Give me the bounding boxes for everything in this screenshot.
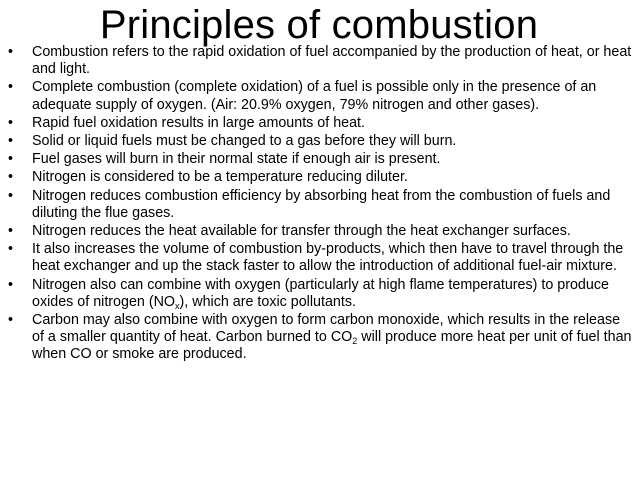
bullet-text: Nitrogen reduces combustion efficiency by absorbing heat from the combustion of fuels and diluting the flue gases. (32, 187, 611, 221)
bullet-icon: • (8, 114, 14, 131)
bullet-text (32, 277, 609, 310)
slide-title: Principles of combustion (99, 3, 539, 47)
list-item (8, 169, 634, 186)
bullet-icon: • (8, 276, 14, 293)
subscript-x: x (175, 300, 180, 311)
bullet-icon: • (8, 79, 14, 96)
list-item (8, 312, 634, 364)
list-item (8, 79, 634, 113)
bullet-text-before: Nitrogen also can combine with oxygen (particularly at high flame temperatures) to produce oxides of nitrogen (NO (32, 276, 609, 310)
bullet-text: Combustion refers to the rapid oxidation of fuel accompanied by the production of heat, or heat and light. (32, 44, 632, 78)
bullet-icon: • (8, 223, 14, 240)
bullet-icon: • (8, 44, 14, 60)
list-item (8, 188, 634, 222)
list-item (8, 44, 634, 78)
bullet-icon: • (8, 187, 14, 204)
bullet-text: Complete combustion (complete oxidation) of a fuel is possible only in the presence of an adequate supply of oxygen. (Air: 20.9% oxygen, 79% nitrogen and other gases). (32, 79, 597, 113)
bullet-icon: • (8, 151, 14, 168)
bullet-text-after: will produce more heat per unit of fuel than when CO or smoke are produced. (32, 329, 632, 363)
bullet-text: Rapid fuel oxidation results in large amounts of heat. (32, 114, 365, 131)
list-item (8, 241, 634, 275)
bullet-text: Fuel gases will burn in their normal state if enough air is present. (32, 151, 441, 168)
bullet-text: Solid or liquid fuels must be changed to a gas before they will burn. (32, 133, 457, 150)
bullet-text-after: ), which are toxic pollutants. (179, 293, 356, 310)
bullet-icon: • (8, 133, 14, 150)
bullet-text: Nitrogen reduces the heat available for transfer through the heat exchanger surfaces. (32, 223, 571, 240)
bullet-text: Nitrogen is considered to be a temperature reducing diluter. (32, 169, 408, 186)
list-item (8, 133, 634, 150)
list-item (8, 277, 634, 311)
list-item (8, 115, 634, 132)
bullet-icon: • (8, 169, 14, 186)
bullet-text-before: Carbon may also combine with oxygen to form carbon monoxide, which results in the release of a smaller quantity of heat. Carbon burned to CO (32, 312, 621, 346)
bullet-list (8, 44, 634, 365)
list-item (8, 223, 634, 240)
bullet-icon: • (8, 312, 14, 329)
subscript-2: 2 (352, 336, 358, 347)
bullet-icon: • (8, 241, 14, 258)
bullet-text: It also increases the volume of combustion by-products, which then have to travel through the heat exchanger and up the stack faster to allow the introduction of additional fuel-air mixture. (32, 241, 624, 275)
list-item (8, 151, 634, 168)
bullet-text (32, 312, 631, 362)
